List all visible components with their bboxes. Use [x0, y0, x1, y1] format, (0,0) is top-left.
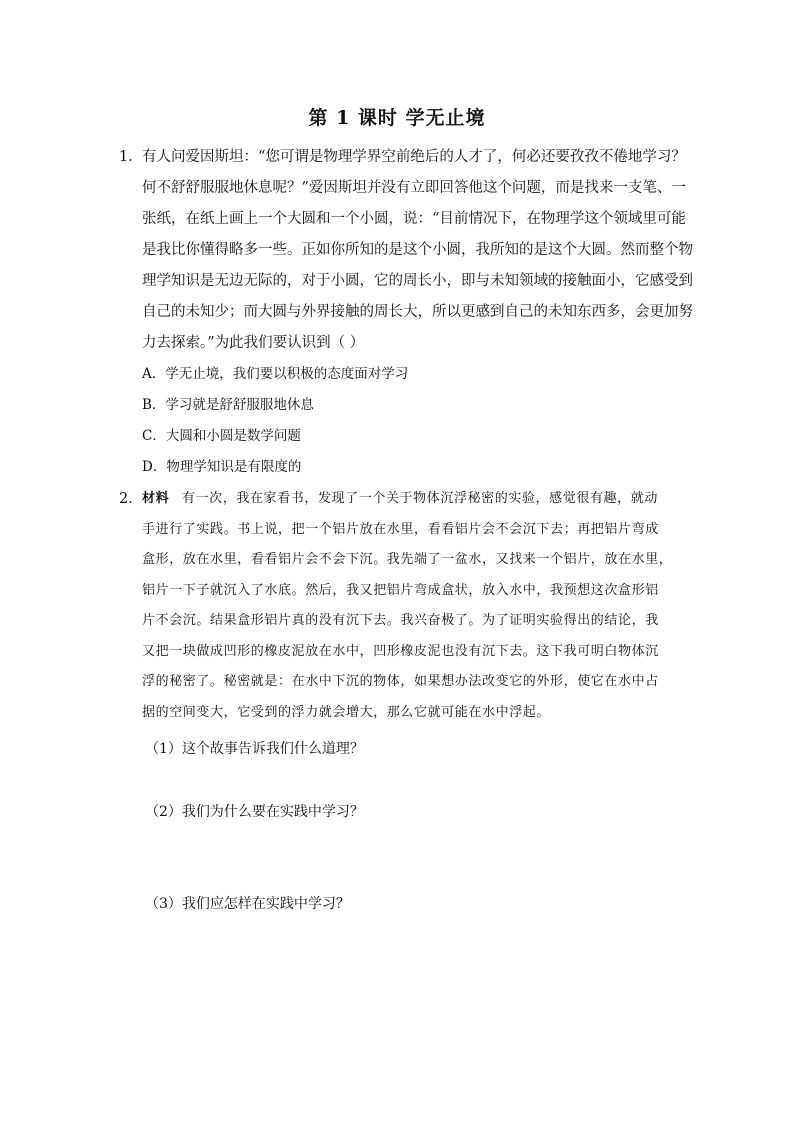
question-1-line [119, 235, 693, 266]
material-line [119, 484, 689, 515]
question-1-text: 自己的未知少；而大圆与外界接触的周长大，所以更感到自己的未知东西多，会更加努 [142, 304, 693, 320]
material-line: 据的空间变大，它受到的浮力就会增大，那么它就可能在水中浮起。 [142, 704, 551, 720]
material-line: 盒形，放在水里，看看铝片会不会下沉。我先端了一盆水，又找来一个铝片，放在水里， [142, 552, 673, 567]
sub-question-3: （3）我们应怎样在实践中学习？ [145, 896, 350, 912]
question-1-line [119, 266, 693, 297]
sub-question-1: （1）这个故事告诉我们什么道理？ [145, 741, 364, 757]
sub-question-2: （2）我们为什么要在实践中学习？ [145, 804, 364, 820]
material-line: 铝片一下子就沉入了水底。然后，我又把铝片弯成盒状，放入水中，我预想这次盒形铝 [142, 582, 659, 598]
question-number: 1． [119, 149, 143, 165]
material-label: 材料 [142, 491, 170, 506]
option-b[interactable]: B．学习就是舒舒服服地休息 [142, 397, 314, 413]
material-line: 片不会沉。结果盒形铝片真的没有沉下去。我兴奋极了。为了证明实验得出的结论，我 [142, 613, 659, 628]
question-1-text: 何不舒舒服服地休息呢？”爱因斯坦并没有立即回答他这个问题，而是找来一支笔、一 [142, 180, 686, 196]
option-d[interactable]: D．物理学知识是有限度的 [142, 459, 302, 475]
question-1-text: 有人问爱因斯坦：“您可谓是物理学界空前绝后的人才了，何必还要孜孜不倦地学习？ [142, 149, 686, 165]
page-title: 第 1 课时 学无止境 [308, 107, 486, 129]
question-number: 2． [119, 491, 143, 507]
question-1-text: 是我比你懂得略多一些。正如你所知的是这个小圆，我所知的是这个大圆。然而整个物 [142, 242, 693, 258]
question-1-line [119, 173, 689, 204]
question-1-line [119, 204, 689, 235]
question-1-line [119, 142, 689, 173]
question-1-text: 张纸，在纸上画上一个大圆和一个小圆，说：“目前情况下，在物理学这个领域里可能 [142, 211, 686, 227]
material-text: 有一次，我在家看书，发现了一个关于物体沉浮秘密的实验，感觉很有趣，就动 [181, 491, 658, 506]
material-line: 又把一块做成凹形的橡皮泥放在水中，凹形橡皮泥也没有沉下去。这下我可明白物体沉 [142, 643, 659, 659]
question-2 [119, 484, 689, 728]
option-c[interactable]: C．大圆和小圆是数学问题 [142, 428, 301, 444]
material-line: 浮的秘密了。秘密就是：在水中下沉的物体，如果想办法改变它的外形，使它在水中占 [142, 674, 659, 689]
question-1-line [119, 328, 689, 359]
question-1-text: 理学知识是无边无际的，对于小圆，它的周长小，即与未知领域的接触面小，它感受到 [142, 273, 693, 289]
question-1-text: 力去探索。”为此我们要认识到（ ） [142, 335, 365, 351]
question-1-line [119, 297, 693, 328]
question-1 [119, 142, 693, 483]
material-line: 手进行了实践。书上说，把一个铝片放在水里，看看铝片会不会沉下去；再把铝片弯成 [142, 521, 659, 537]
option-a[interactable]: A．学无止境，我们要以积极的态度面对学习 [142, 366, 409, 382]
